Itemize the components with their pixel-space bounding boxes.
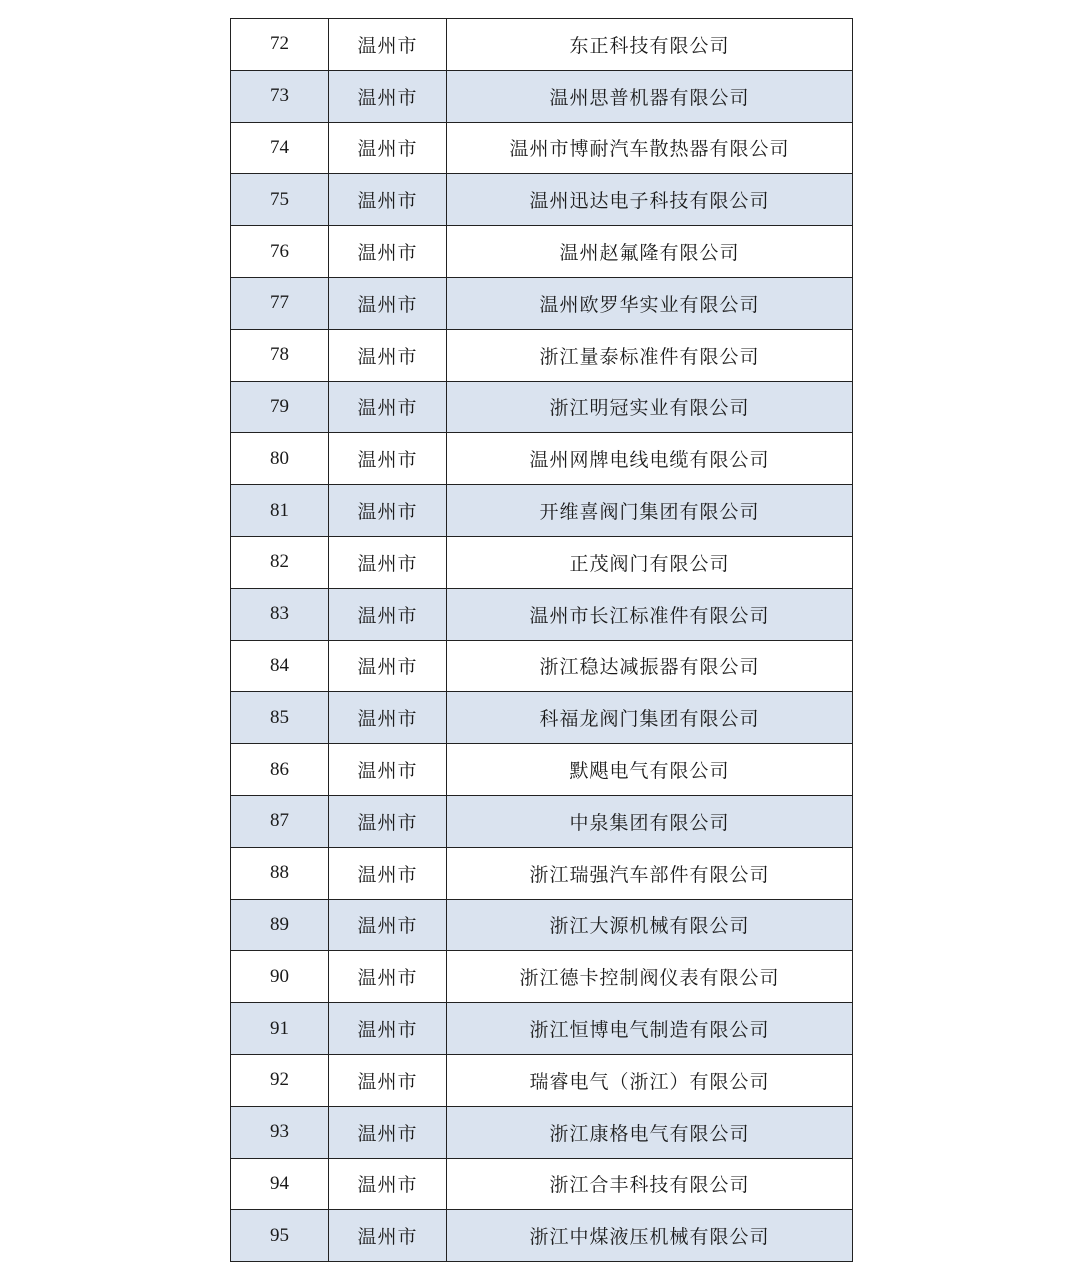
row-number: 82 bbox=[231, 536, 329, 588]
row-city: 温州市 bbox=[329, 19, 447, 71]
row-number: 93 bbox=[231, 1106, 329, 1158]
table-body bbox=[231, 19, 853, 1262]
row-city: 温州市 bbox=[329, 1210, 447, 1262]
table-row bbox=[231, 1158, 853, 1210]
row-city: 温州市 bbox=[329, 1054, 447, 1106]
row-city: 温州市 bbox=[329, 536, 447, 588]
table-row bbox=[231, 485, 853, 537]
row-city: 温州市 bbox=[329, 588, 447, 640]
table-row bbox=[231, 1106, 853, 1158]
row-number: 80 bbox=[231, 433, 329, 485]
table-row bbox=[231, 692, 853, 744]
row-number: 73 bbox=[231, 70, 329, 122]
row-number: 90 bbox=[231, 951, 329, 1003]
row-company: 浙江恒博电气制造有限公司 bbox=[447, 1003, 853, 1055]
row-city: 温州市 bbox=[329, 277, 447, 329]
row-city: 温州市 bbox=[329, 70, 447, 122]
row-company: 温州思普机器有限公司 bbox=[447, 70, 853, 122]
row-company: 浙江康格电气有限公司 bbox=[447, 1106, 853, 1158]
row-number: 86 bbox=[231, 744, 329, 796]
row-company: 科福龙阀门集团有限公司 bbox=[447, 692, 853, 744]
row-company: 浙江稳达减振器有限公司 bbox=[447, 640, 853, 692]
row-number: 88 bbox=[231, 847, 329, 899]
row-city: 温州市 bbox=[329, 847, 447, 899]
row-number: 89 bbox=[231, 899, 329, 951]
row-city: 温州市 bbox=[329, 795, 447, 847]
row-number: 75 bbox=[231, 174, 329, 226]
table-row bbox=[231, 433, 853, 485]
row-company: 开维喜阀门集团有限公司 bbox=[447, 485, 853, 537]
company-list-table-container bbox=[230, 18, 852, 1262]
table-row bbox=[231, 536, 853, 588]
table-row bbox=[231, 847, 853, 899]
row-number: 78 bbox=[231, 329, 329, 381]
row-company: 浙江明冠实业有限公司 bbox=[447, 381, 853, 433]
table-row bbox=[231, 588, 853, 640]
table-row bbox=[231, 174, 853, 226]
row-number: 94 bbox=[231, 1158, 329, 1210]
row-city: 温州市 bbox=[329, 1158, 447, 1210]
table-row bbox=[231, 1003, 853, 1055]
row-number: 76 bbox=[231, 226, 329, 278]
row-number: 83 bbox=[231, 588, 329, 640]
row-company: 温州网牌电线电缆有限公司 bbox=[447, 433, 853, 485]
row-company: 默飓电气有限公司 bbox=[447, 744, 853, 796]
table-row bbox=[231, 19, 853, 71]
row-company: 东正科技有限公司 bbox=[447, 19, 853, 71]
table-row bbox=[231, 329, 853, 381]
row-company: 温州迅达电子科技有限公司 bbox=[447, 174, 853, 226]
table-row bbox=[231, 226, 853, 278]
company-list-table bbox=[230, 18, 853, 1262]
row-company: 温州欧罗华实业有限公司 bbox=[447, 277, 853, 329]
row-company: 浙江量泰标准件有限公司 bbox=[447, 329, 853, 381]
row-company: 温州市长江标准件有限公司 bbox=[447, 588, 853, 640]
row-city: 温州市 bbox=[329, 899, 447, 951]
row-number: 74 bbox=[231, 122, 329, 174]
table-row bbox=[231, 381, 853, 433]
table-row bbox=[231, 640, 853, 692]
row-city: 温州市 bbox=[329, 174, 447, 226]
row-company: 浙江瑞强汽车部件有限公司 bbox=[447, 847, 853, 899]
row-company: 温州赵氟隆有限公司 bbox=[447, 226, 853, 278]
table-row bbox=[231, 277, 853, 329]
row-number: 95 bbox=[231, 1210, 329, 1262]
row-city: 温州市 bbox=[329, 329, 447, 381]
row-city: 温州市 bbox=[329, 1106, 447, 1158]
row-company: 中泉集团有限公司 bbox=[447, 795, 853, 847]
table-row bbox=[231, 899, 853, 951]
table-row bbox=[231, 744, 853, 796]
row-company: 瑞睿电气（浙江）有限公司 bbox=[447, 1054, 853, 1106]
row-number: 84 bbox=[231, 640, 329, 692]
row-city: 温州市 bbox=[329, 640, 447, 692]
row-city: 温州市 bbox=[329, 1003, 447, 1055]
table-row bbox=[231, 122, 853, 174]
row-city: 温州市 bbox=[329, 226, 447, 278]
row-city: 温州市 bbox=[329, 485, 447, 537]
row-number: 81 bbox=[231, 485, 329, 537]
row-city: 温州市 bbox=[329, 122, 447, 174]
row-city: 温州市 bbox=[329, 433, 447, 485]
row-number: 91 bbox=[231, 1003, 329, 1055]
row-number: 85 bbox=[231, 692, 329, 744]
row-city: 温州市 bbox=[329, 692, 447, 744]
row-number: 79 bbox=[231, 381, 329, 433]
row-city: 温州市 bbox=[329, 744, 447, 796]
table-row bbox=[231, 1210, 853, 1262]
row-company: 浙江大源机械有限公司 bbox=[447, 899, 853, 951]
row-company: 浙江合丰科技有限公司 bbox=[447, 1158, 853, 1210]
row-company: 浙江德卡控制阀仪表有限公司 bbox=[447, 951, 853, 1003]
row-number: 87 bbox=[231, 795, 329, 847]
row-number: 77 bbox=[231, 277, 329, 329]
table-row bbox=[231, 70, 853, 122]
table-row bbox=[231, 795, 853, 847]
row-company: 浙江中煤液压机械有限公司 bbox=[447, 1210, 853, 1262]
table-row bbox=[231, 951, 853, 1003]
row-number: 72 bbox=[231, 19, 329, 71]
row-city: 温州市 bbox=[329, 951, 447, 1003]
row-company: 温州市博耐汽车散热器有限公司 bbox=[447, 122, 853, 174]
row-number: 92 bbox=[231, 1054, 329, 1106]
row-company: 正茂阀门有限公司 bbox=[447, 536, 853, 588]
table-row bbox=[231, 1054, 853, 1106]
row-city: 温州市 bbox=[329, 381, 447, 433]
